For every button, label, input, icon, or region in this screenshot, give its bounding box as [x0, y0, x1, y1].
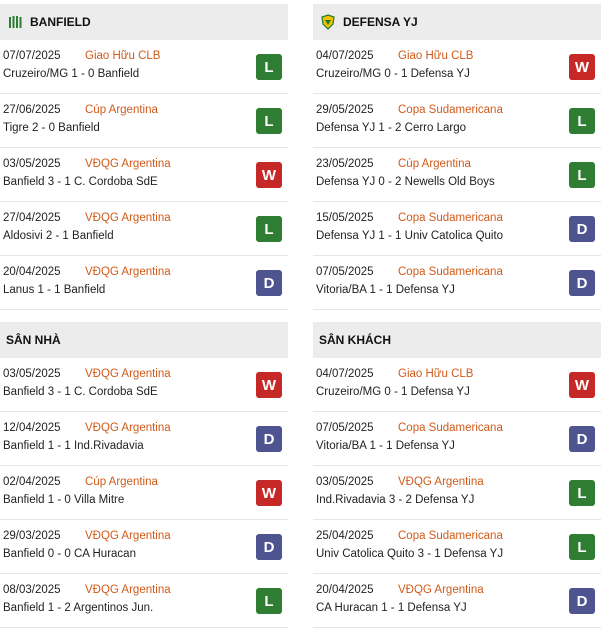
match-row[interactable] — [0, 412, 288, 466]
competition-label[interactable]: Copa Sudamericana — [398, 422, 503, 434]
match-date: 20/04/2025 — [3, 266, 61, 278]
competition-label[interactable]: VĐQG Argentina — [85, 158, 171, 170]
result-badge: W — [569, 54, 595, 80]
match-score[interactable]: Banfield 0 - 0 CA Huracan — [3, 548, 136, 560]
match-row[interactable] — [313, 412, 601, 466]
result-badge: L — [569, 480, 595, 506]
competition-label[interactable]: Giao Hữu CLB — [398, 50, 474, 62]
competition-label[interactable]: VĐQG Argentina — [85, 212, 171, 224]
match-date: 03/05/2025 — [3, 368, 61, 380]
match-date: 04/07/2025 — [316, 368, 374, 380]
result-badge: D — [569, 426, 595, 452]
competition-label[interactable]: VĐQG Argentina — [398, 584, 484, 596]
section-title: SÂN NHÀ — [6, 333, 61, 347]
result-badge: W — [256, 372, 282, 398]
match-row[interactable] — [0, 202, 288, 256]
match-score[interactable]: Tigre 2 - 0 Banfield — [3, 122, 100, 134]
home-matches-list — [0, 358, 288, 628]
match-score[interactable]: Univ Catolica Quito 3 - 1 Defensa YJ — [316, 548, 504, 560]
match-row[interactable] — [313, 40, 601, 94]
team-name: DEFENSA YJ — [343, 15, 418, 29]
match-score[interactable]: Cruzeiro/MG 0 - 1 Defensa YJ — [316, 386, 470, 398]
match-row[interactable] — [0, 466, 288, 520]
match-date: 20/04/2025 — [316, 584, 374, 596]
recent-matches-list — [313, 40, 601, 310]
result-badge: D — [256, 270, 282, 296]
match-score[interactable]: Cruzeiro/MG 1 - 0 Banfield — [3, 68, 140, 80]
match-score[interactable]: Banfield 1 - 1 Ind.Rivadavia — [3, 440, 144, 452]
match-date: 02/04/2025 — [3, 476, 61, 488]
match-score[interactable]: Vitoria/BA 1 - 1 Defensa YJ — [316, 284, 455, 296]
match-score[interactable]: Banfield 1 - 2 Argentinos Jun. — [3, 602, 154, 614]
match-score[interactable]: Cruzeiro/MG 0 - 1 Defensa YJ — [316, 68, 470, 80]
result-badge: D — [569, 270, 595, 296]
recent-matches-list — [0, 40, 288, 310]
competition-label[interactable]: Giao Hữu CLB — [398, 368, 474, 380]
match-score[interactable]: Defensa YJ 1 - 2 Cerro Largo — [316, 122, 467, 134]
result-badge: L — [256, 216, 282, 242]
competition-label[interactable]: VĐQG Argentina — [85, 266, 171, 278]
result-badge: W — [256, 162, 282, 188]
match-row[interactable] — [0, 256, 288, 310]
competition-label[interactable]: VĐQG Argentina — [398, 476, 484, 488]
competition-label[interactable]: Copa Sudamericana — [398, 212, 503, 224]
result-badge: L — [569, 534, 595, 560]
match-score[interactable]: Banfield 1 - 0 Villa Mitre — [3, 494, 125, 506]
match-row[interactable] — [0, 358, 288, 412]
home-matches-header — [0, 322, 288, 358]
match-score[interactable]: Vitoria/BA 1 - 1 Defensa YJ — [316, 440, 455, 452]
defensa-yj-crest-icon — [319, 13, 337, 31]
competition-label[interactable]: VĐQG Argentina — [85, 368, 171, 380]
match-row[interactable] — [313, 358, 601, 412]
result-badge: L — [569, 108, 595, 134]
result-badge: D — [256, 426, 282, 452]
match-date: 03/05/2025 — [3, 158, 61, 170]
match-score[interactable]: Banfield 3 - 1 C. Cordoba SdE — [3, 386, 158, 398]
match-date: 04/07/2025 — [316, 50, 374, 62]
result-badge: D — [569, 216, 595, 242]
competition-label[interactable]: Giao Hữu CLB — [85, 50, 161, 62]
match-date: 29/05/2025 — [316, 104, 374, 116]
match-score[interactable]: Defensa YJ 0 - 2 Newells Old Boys — [316, 176, 495, 188]
match-date: 27/04/2025 — [3, 212, 61, 224]
result-badge: L — [569, 162, 595, 188]
result-badge: L — [256, 108, 282, 134]
match-row[interactable] — [313, 466, 601, 520]
match-date: 23/05/2025 — [316, 158, 374, 170]
match-row[interactable] — [0, 520, 288, 574]
match-date: 12/04/2025 — [3, 422, 61, 434]
match-score[interactable]: Lanus 1 - 1 Banfield — [3, 284, 106, 296]
match-row[interactable] — [0, 40, 288, 94]
competition-label[interactable]: Cúp Argentina — [85, 104, 158, 116]
banfield-crest-icon — [6, 13, 24, 31]
away-matches-header — [313, 322, 601, 358]
team-header-defensa — [313, 4, 601, 40]
match-date: 29/03/2025 — [3, 530, 61, 542]
competition-label[interactable]: Cúp Argentina — [398, 158, 471, 170]
result-badge: D — [569, 588, 595, 614]
match-date: 08/03/2025 — [3, 584, 61, 596]
match-date: 07/05/2025 — [316, 266, 374, 278]
away-matches-list — [313, 358, 601, 628]
competition-label[interactable]: Copa Sudamericana — [398, 104, 503, 116]
match-row[interactable] — [313, 520, 601, 574]
match-score[interactable]: Ind.Rivadavia 3 - 2 Defensa YJ — [316, 494, 475, 506]
competition-label[interactable]: VĐQG Argentina — [85, 422, 171, 434]
section-title: SÂN KHÁCH — [319, 333, 391, 347]
match-date: 07/07/2025 — [3, 50, 61, 62]
match-date: 07/05/2025 — [316, 422, 374, 434]
result-badge: L — [256, 54, 282, 80]
match-date: 15/05/2025 — [316, 212, 374, 224]
team-column-defensa — [313, 0, 601, 628]
match-row[interactable] — [313, 574, 601, 628]
team-column-banfield — [0, 0, 288, 628]
match-score[interactable]: Defensa YJ 1 - 1 Univ Catolica Quito — [316, 230, 504, 242]
result-badge: W — [569, 372, 595, 398]
competition-label[interactable]: VĐQG Argentina — [85, 530, 171, 542]
team-header-banfield — [0, 4, 288, 40]
competition-label[interactable]: VĐQG Argentina — [85, 584, 171, 596]
match-score[interactable]: Aldosivi 2 - 1 Banfield — [3, 230, 114, 242]
match-row[interactable] — [313, 202, 601, 256]
competition-label[interactable]: Copa Sudamericana — [398, 266, 503, 278]
match-row[interactable] — [313, 148, 601, 202]
match-row[interactable] — [313, 256, 601, 310]
result-badge: W — [256, 480, 282, 506]
match-date: 25/04/2025 — [316, 530, 374, 542]
result-badge: D — [256, 534, 282, 560]
competition-label[interactable]: Copa Sudamericana — [398, 530, 503, 542]
match-row[interactable] — [0, 574, 288, 628]
match-score[interactable]: CA Huracan 1 - 1 Defensa YJ — [316, 602, 467, 614]
match-row[interactable] — [313, 94, 601, 148]
result-badge: L — [256, 588, 282, 614]
team-name: BANFIELD — [30, 15, 91, 29]
match-score[interactable]: Banfield 3 - 1 C. Cordoba SdE — [3, 176, 158, 188]
competition-label[interactable]: Cúp Argentina — [85, 476, 158, 488]
match-row[interactable] — [0, 94, 288, 148]
match-row[interactable] — [0, 148, 288, 202]
match-date: 27/06/2025 — [3, 104, 61, 116]
match-date: 03/05/2025 — [316, 476, 374, 488]
